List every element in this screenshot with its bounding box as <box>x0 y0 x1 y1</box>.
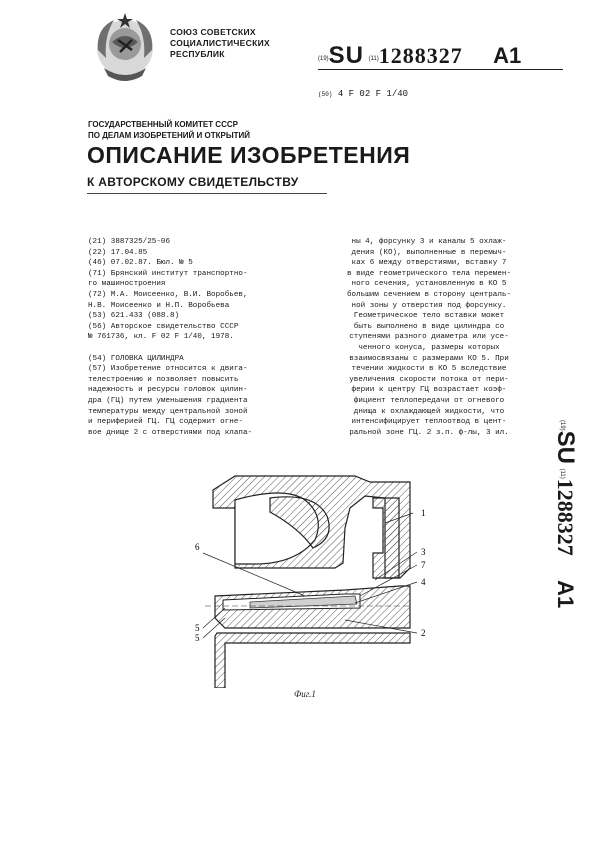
abstract-line: надежность и ресурсы головок цилин- <box>88 386 248 395</box>
committee-line: ПО ДЕЛАМ ИЗОБРЕТЕНИЙ И ОТКРЫТИЙ <box>88 131 251 140</box>
document-subtitle: К АВТОРСКОМУ СВИДЕТЕЛЬСТВУ <box>87 175 299 189</box>
abstract-line: увеличения скорости потока от пери- <box>349 375 509 384</box>
abstract-line: быть выполнено в виде цилиндра со <box>353 322 505 331</box>
biblio-line: (21) 3887325/25-06 <box>88 238 171 246</box>
figure-label: 3 <box>421 547 426 557</box>
abstract-line: ного сечения, установленную в КО 5 <box>351 280 507 289</box>
abstract-line: температуры между центральной зоной <box>88 407 248 416</box>
abstract-line: в виде геометрического тела перемен- <box>346 269 512 278</box>
ussr-emblem-icon <box>90 10 160 84</box>
cylinder-head-drawing <box>195 468 455 688</box>
ussr-line: СОЦИАЛИСТИЧЕСКИХ <box>170 38 270 48</box>
biblio-line: (56) Авторское свидетельство СССР <box>88 322 239 331</box>
ussr-line: РЕСПУБЛИК <box>170 49 225 59</box>
ussr-heading <box>170 27 270 60</box>
abstract-line: и периферией ГЦ. ГЦ содержит огне- <box>88 418 243 427</box>
abstract-line: большим сечением в сторону централь- <box>346 290 512 299</box>
side-patent-number-text: 1288327 <box>553 478 578 556</box>
ipc-class <box>318 89 408 99</box>
ipc-code: F 02 F 1/40 <box>348 89 409 99</box>
biblio-line: Н.В. Моисеенко и Н.П. Воробьева <box>88 301 230 310</box>
abstract-continuation <box>322 237 536 438</box>
figure-label: 1 <box>421 508 426 518</box>
figure-label: 2 <box>421 628 426 638</box>
ipc-ref: (50) <box>318 91 333 98</box>
abstract-line: ферии к центру ГЦ возрастает коэф- <box>351 386 507 395</box>
committee-line: ГОСУДАРСТВЕННЫЙ КОМИТЕТ СССР <box>88 120 238 129</box>
right-wall <box>373 498 399 578</box>
abstract-line: фициент теплопередачи от огневого <box>353 396 505 405</box>
country-code: SU <box>328 42 365 69</box>
side-patent-number <box>553 420 583 680</box>
number-ref: (11) <box>368 55 379 62</box>
abstract-line: Геометрическое тело вставки может <box>353 312 505 321</box>
abstract-line: ральной зоне ГЦ. 2 з.п. ф-лы, 3 ил. <box>349 428 509 437</box>
biblio-line: (72) М.А. Моисеенко, В.И. Воробьев, <box>88 290 248 299</box>
abstract-line: вое днище 2 с отверстиями под клапа- <box>88 428 253 437</box>
abstract-line: взаимосвязаны с размерами КО 5. При <box>349 354 509 363</box>
side-country-ref: (19) <box>559 420 566 431</box>
abstract-line: ной зоны у отверстия под форсунку. <box>351 301 507 310</box>
lower-wall <box>215 633 410 688</box>
subtitle-underline <box>87 193 327 194</box>
biblio-line: (22) 17.04.85 <box>88 248 148 257</box>
figure-caption: Фиг.1 <box>294 689 316 699</box>
side-kind-code: A1 <box>553 580 578 609</box>
figure-label: 5 <box>195 633 200 643</box>
abstract-line: течении жидкости в КО 5 вследствие <box>351 365 507 374</box>
biblio-line: (71) Брянский институт транспортно- <box>88 269 248 278</box>
country-code-ref: (19) <box>318 55 329 62</box>
document-title: ОПИСАНИЕ ИЗОБРЕТЕНИЯ <box>87 142 411 168</box>
abstract-line: ченного конуса, размеры которых <box>358 343 500 352</box>
abstract-line: ках 6 между отверстиями, вставку 7 <box>351 259 507 268</box>
abstract-line: телестроению и позволяет повысить <box>88 375 239 384</box>
figure-label: 5 <box>195 623 200 633</box>
biblio-line: го машиностроения <box>88 280 166 289</box>
abstract-line: дра (ГЦ) путем уменьшения градиента <box>88 396 248 405</box>
bibliographic-data <box>88 237 314 438</box>
ipc-prefix: 4 <box>337 89 344 99</box>
abstract-line: дения (КО), выполненные в перемыч- <box>351 248 507 257</box>
ussr-line: СОЮЗ СОВЕТСКИХ <box>170 27 256 37</box>
abstract-line: днища к охлаждающей жидкости, что <box>353 407 505 416</box>
abstract-line: ступенями разного диаметра или усе- <box>349 333 509 342</box>
abstract-line: интенсифицирует теплоотвод в цент- <box>351 418 507 427</box>
biblio-line: № 761736, кл. F 02 F 1/40, 1978. <box>88 333 234 342</box>
side-number-ref: (11) <box>559 468 566 479</box>
biblio-line: (46) 07.02.87. Бюл. № 5 <box>88 259 193 268</box>
side-country-code: SU <box>552 430 579 465</box>
patent-number: 1288327 <box>378 43 463 68</box>
abstract-line: (54) ГОЛОВКА ЦИЛИНДРА <box>88 354 184 363</box>
kind-code: A1 <box>493 43 522 68</box>
committee-heading <box>88 119 250 141</box>
figure-label: 7 <box>421 560 426 570</box>
abstract-line: ны 4, форсунку 3 и каналы 5 охлаж- <box>351 238 507 246</box>
patent-number-block <box>318 42 521 70</box>
figure-label: 4 <box>421 577 426 587</box>
patent-underline <box>318 69 563 70</box>
biblio-line: (53) 621.433 (088.8) <box>88 312 180 321</box>
abstract-line: (57) Изобретение относится к двига- <box>88 365 248 374</box>
figure-label: 6 <box>195 542 200 552</box>
